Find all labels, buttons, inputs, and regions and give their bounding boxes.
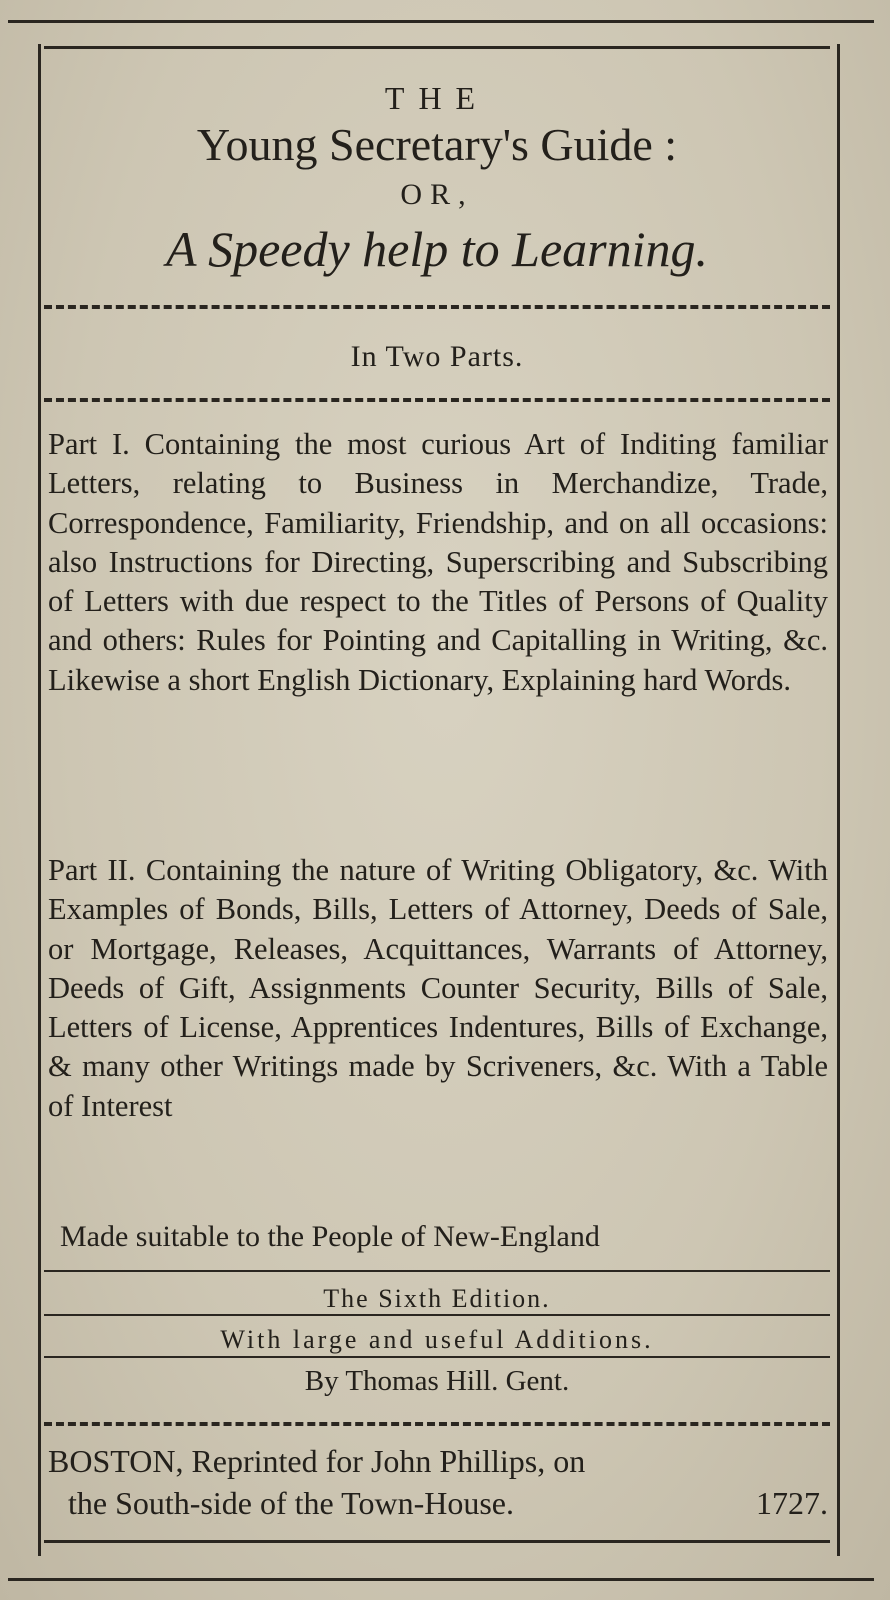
imprint-line-2-row [48,1482,828,1524]
part-two-text: Containing the nature of Writing Obligatory, &c. With Examples of Bonds, Bills, Letters of Attorney, Deeds of Sale, or Mortgage, Releases, Acquittances, Warrants of Attorney, Deeds of Gift, Assignments Counter Security, Bills of Sale, Letters of License, Apprentices Indentures, Bills of Exchange, & many other Writings made by Scriveners, &c. With a Table of Interest [48,853,828,1123]
additions: With large and useful Additions. [220,1325,654,1354]
imprint-line-2: the South-side of the Town-House. [68,1485,514,1521]
imprint-year: 1727. [756,1485,828,1521]
author: By Thomas Hill. Gent. [304,1365,570,1397]
made-suitable: Made suitable to the People of New-England [60,1220,600,1253]
bottom-rule [44,1540,830,1543]
top-rule [44,46,830,49]
imprint [48,1440,828,1524]
part-one-text: Containing the most curious Art of Inditing familiar Letters, relating to Business in Merchandize, Trade, Correspondence, Familiarity, Friendship, and on all occasions: also Instructions for Directing, Superscribing and Subscribing of Letters with due respect to the Titles of Persons of Quality and others: Rules for Pointing and Capitalling in Writing, &c. Likewise a short English Dictionary, Explaining hard Words. [48,427,828,697]
part-one-label: Part I. [48,427,130,461]
rule-after-title [44,305,830,309]
rule-before-edition [44,1270,830,1272]
rule-after-parts-note [44,398,830,402]
rule-after-edition [44,1314,830,1316]
book-subtitle: A Speedy help to Learning. [165,221,709,277]
rule-after-additions [44,1356,830,1358]
outer-border-bottom [8,1578,874,1581]
part-two-label: Part II. [48,853,136,887]
parts-note: In Two Parts. [350,340,524,373]
outer-border-top [8,20,874,23]
title-or: OR, [400,178,474,211]
part-one [48,425,828,700]
rule-before-imprint [44,1422,830,1426]
book-title: Young Secretary's Guide : [196,119,678,170]
title-the: THE [384,80,490,116]
imprint-line-1: BOSTON, Reprinted for John Phillips, on [48,1443,586,1479]
edition: The Sixth Edition. [323,1284,551,1313]
part-two [48,851,828,1126]
